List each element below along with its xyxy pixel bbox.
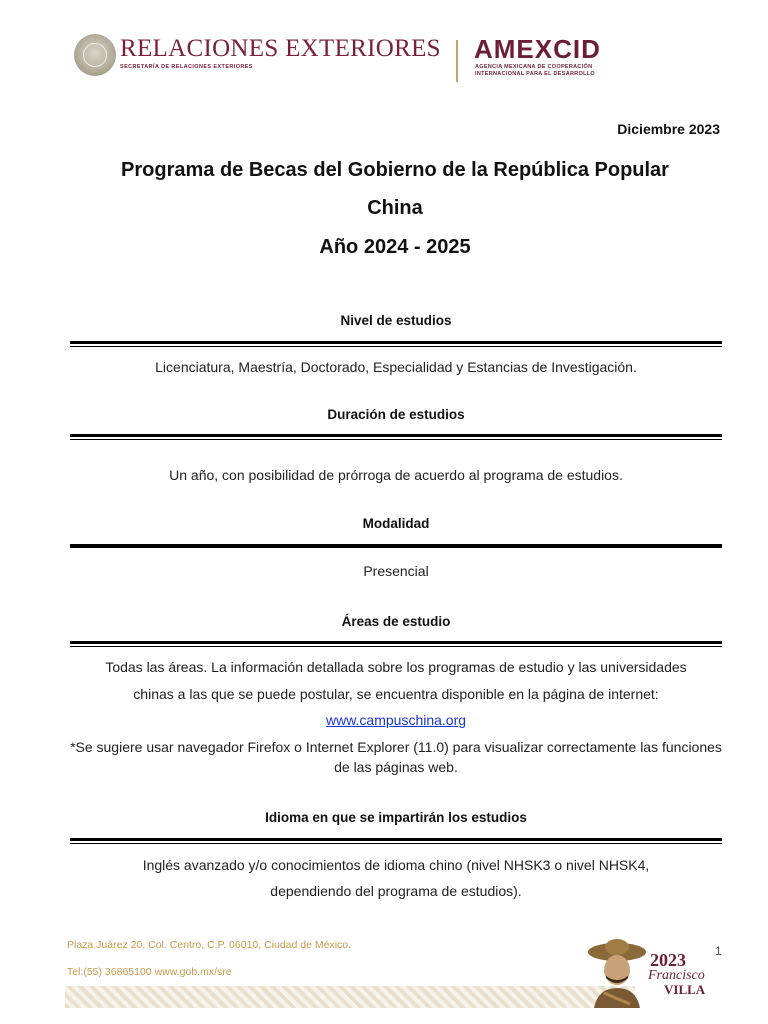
logo-divider (456, 40, 458, 82)
footer-ornament-band (65, 986, 635, 1008)
villa-name-last: VILLA (664, 982, 706, 997)
section-text-idioma-line1: Inglés avanzado y/o conocimientos de idioma chino (nivel NHSK3 o nivel NHSK4, (142, 857, 650, 873)
coat-of-arms-seal-icon (74, 34, 116, 76)
section-text-areas-line1: Todas las áreas. La información detallada sobre los programas de estudio y las universidades (105, 659, 687, 675)
document-title-line2: China (367, 197, 423, 219)
sre-logo-subtitle: SECRETARÍA DE RELACIONES EXTERIORES (120, 64, 253, 70)
page-header (74, 34, 634, 84)
document-title-year: Año 2024 - 2025 (319, 236, 471, 258)
amexcid-logo-title: AMEXCID (474, 34, 601, 64)
document-date: Diciembre 2023 (617, 121, 720, 137)
section-heading-duracion: Duración de estudios (327, 407, 465, 422)
browser-note: *Se sugiere usar navegador Firefox o Internet Explorer (11.0) para visualizar correctamente las funciones de las páginas web. (70, 739, 722, 775)
footer-contact: Tel:(55) 36865100 www.gob.mx/sre (67, 966, 232, 978)
section-text-idioma-line2: dependiendo del programa de estudios). (270, 883, 522, 899)
section-rule (70, 341, 722, 347)
section-heading-nivel: Nivel de estudios (340, 313, 452, 328)
section-text-modalidad: Presencial (363, 563, 429, 579)
section-text-duracion: Un año, con posibilidad de prórroga de acuerdo al programa de estudios. (169, 467, 623, 483)
sre-logo-title: RELACIONES EXTERIORES (120, 35, 441, 62)
page-number: 1 (715, 944, 722, 958)
section-text-nivel: Licenciatura, Maestría, Doctorado, Especialidad y Estancias de Investigación. (155, 359, 637, 375)
campuschina-link[interactable]: www.campuschina.org (325, 712, 467, 728)
section-rule (70, 838, 722, 844)
villa-year: 2023 (650, 950, 686, 970)
amexcid-logo-subtitle: AGENCIA MEXICANA DE COOPERACIÓN INTERNACIONAL PARA EL DESARROLLO (475, 64, 596, 77)
section-heading-modalidad: Modalidad (362, 516, 430, 531)
section-rule (70, 434, 722, 440)
campuschina-link-row (70, 707, 722, 734)
document-title-line1: Programa de Becas del Gobierno de la República Popular (121, 159, 669, 181)
section-heading-areas: Áreas de estudio (341, 614, 451, 629)
villa-name-first: Francisco (648, 968, 705, 983)
francisco-villa-portrait-icon (586, 938, 648, 1008)
section-heading-idioma: Idioma en que se impartirán los estudios (265, 810, 527, 825)
section-text-areas-line2: chinas a las que se puede postular, se encuentra disponible en la página de internet: (133, 686, 659, 702)
footer-address: Plaza Juárez 20, Col. Centro, C.P. 06010, Ciudad de México. (67, 939, 352, 951)
section-rule (70, 544, 722, 548)
section-rule (70, 641, 722, 647)
